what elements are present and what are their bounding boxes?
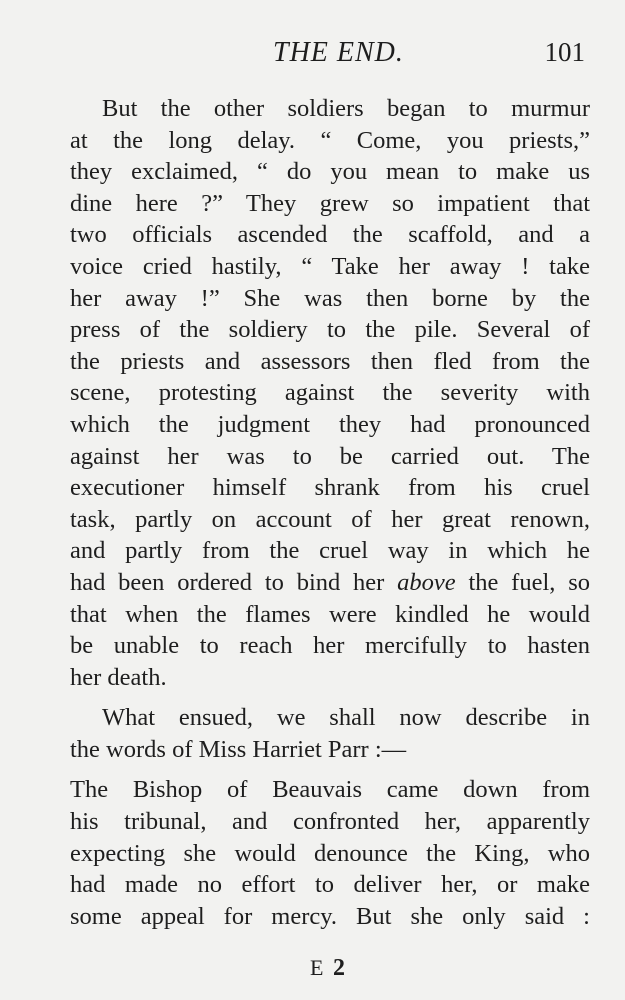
text-line-with-italic xyxy=(70,567,590,599)
running-head xyxy=(0,37,625,71)
page-number: 101 xyxy=(544,37,585,67)
paragraph-gap xyxy=(70,765,590,774)
running-title: THE END. xyxy=(273,37,404,68)
text-line: his tribunal, and confronted her, apparently xyxy=(70,808,590,836)
text-line: two officials ascended the scaffold, and a xyxy=(70,221,590,249)
body-text xyxy=(70,93,590,932)
text-line: press of the soldiery to the pile. Several of xyxy=(70,316,590,344)
text-line: dine here ?” They grew so impatient that xyxy=(70,189,590,217)
text-line: expecting she would denounce the King, who xyxy=(70,839,590,867)
text-line: be unable to reach her mercifully to hasten xyxy=(70,632,590,660)
text-line: The Bishop of Beauvais came down from xyxy=(70,776,590,804)
text-line: scene, protesting against the severity with xyxy=(70,379,590,407)
text-line: they exclaimed, “ do you mean to make us xyxy=(70,158,590,186)
signature-number: 2 xyxy=(332,955,347,981)
signature-letter: E xyxy=(310,955,326,980)
text-line: and partly from the cruel way in which he xyxy=(70,537,590,565)
text-line: executioner himself shrank from his cruel xyxy=(70,474,590,502)
text-segment: so xyxy=(568,568,590,596)
text-line: But the other soldiers began to murmur xyxy=(102,95,590,122)
text-line: at the long delay. “ Come, you priests,” xyxy=(70,126,590,154)
text-line: task, partly on account of her great renown, xyxy=(70,505,590,533)
text-line: which the judgment they had pronounced xyxy=(70,410,590,438)
text-segment: the fuel, xyxy=(455,568,556,596)
text-line: her death. xyxy=(70,663,167,691)
text-line: What ensued, we shall now describe in xyxy=(102,704,590,732)
text-line: against her was to be carried out. The xyxy=(70,442,590,470)
text-line: the priests and assessors then fled from the xyxy=(70,347,590,375)
italic-word: above xyxy=(397,568,456,596)
paragraph-gap xyxy=(70,693,590,702)
text-line: the words of Miss Harriet Parr :— xyxy=(70,735,407,763)
signature-mark xyxy=(310,955,347,982)
text-line: that when the flames were kindled he would xyxy=(70,600,590,628)
text-segment: had been ordered to bind her xyxy=(70,568,398,596)
text-line: voice cried hastily, “ Take her away ! take xyxy=(70,252,590,280)
text-line: had made no effort to deliver her, or make xyxy=(70,871,590,899)
text-line: some appeal for mercy. But she only said : xyxy=(70,902,590,930)
text-line: her away !” She was then borne by the xyxy=(70,284,590,312)
